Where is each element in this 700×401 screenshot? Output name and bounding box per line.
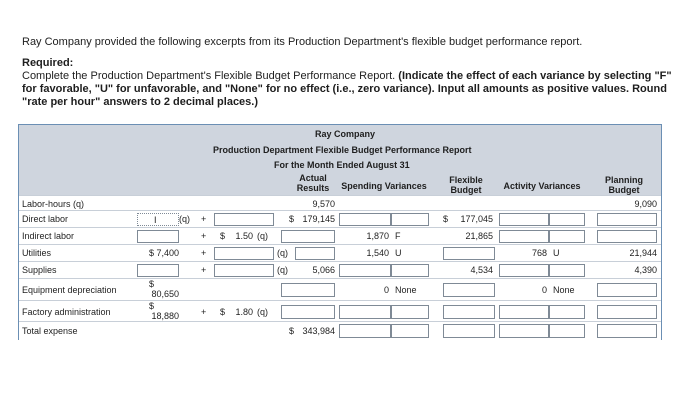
row-labor-hours bbox=[19, 195, 661, 211]
col-planning-budget: Planning Budget bbox=[605, 175, 643, 195]
direct-labor-planning-input[interactable] bbox=[597, 213, 657, 226]
row-label: Direct labor bbox=[22, 214, 69, 224]
actual-supplies: 5,066 bbox=[312, 265, 335, 275]
supplies-fixed-input[interactable] bbox=[137, 264, 179, 277]
utilities-rate-input[interactable] bbox=[214, 247, 274, 260]
indirect-labor-activity-select[interactable] bbox=[549, 230, 585, 243]
utilities-activity-effect[interactable]: U bbox=[553, 248, 560, 258]
row-supplies bbox=[19, 261, 661, 279]
col-activity-variances: Activity Variances bbox=[503, 181, 581, 191]
row-label: Indirect labor bbox=[22, 231, 75, 241]
utilities-fixed: $ 7,400 bbox=[148, 248, 179, 258]
col-actual-results: Actual Results bbox=[296, 173, 330, 193]
dollar-sign: $ bbox=[149, 301, 155, 311]
actual-direct-labor: 179,145 bbox=[302, 214, 335, 224]
report-header bbox=[19, 125, 661, 195]
dollar-sign: $ bbox=[149, 279, 155, 289]
col-flexible-budget: Flexible Budget bbox=[449, 175, 483, 195]
row-factory-administration bbox=[19, 300, 661, 322]
plus-sign: + bbox=[201, 248, 207, 258]
flexible-direct-labor: 177,045 bbox=[460, 214, 493, 224]
supplies-spending-select[interactable] bbox=[391, 264, 429, 277]
total-spending-select[interactable] bbox=[391, 324, 429, 338]
report-period: For the Month Ended August 31 bbox=[274, 160, 410, 170]
direct-labor-activity-select[interactable] bbox=[549, 213, 585, 226]
plus-sign: + bbox=[201, 214, 207, 224]
indirect-labor-actual-input[interactable] bbox=[281, 230, 335, 243]
dollar-sign: $ bbox=[220, 307, 226, 317]
planning-utilities: 21,944 bbox=[629, 248, 657, 258]
q-label: (q) bbox=[257, 307, 268, 317]
row-equipment-depreciation bbox=[19, 278, 661, 301]
dollar-sign: $ bbox=[289, 326, 295, 336]
row-direct-labor bbox=[19, 210, 661, 228]
row-label: Utilities bbox=[22, 248, 52, 258]
total-flexible-input[interactable] bbox=[443, 324, 495, 338]
factory-activity-select[interactable] bbox=[549, 305, 585, 319]
row-utilities bbox=[19, 244, 661, 262]
utilities-flexible-input[interactable] bbox=[443, 247, 495, 260]
supplies-rate-input[interactable] bbox=[214, 264, 274, 277]
supplies-spending-input[interactable] bbox=[339, 264, 391, 277]
flexible-indirect-labor: 21,865 bbox=[465, 231, 493, 241]
utilities-activity: 768 bbox=[531, 248, 547, 258]
row-label: Equipment depreciation bbox=[22, 285, 117, 295]
total-planning-input[interactable] bbox=[597, 324, 657, 338]
plus-sign: + bbox=[201, 231, 207, 241]
performance-report bbox=[18, 124, 662, 340]
row-label: Labor-hours (q) bbox=[22, 199, 85, 209]
indirect-labor-planning-input[interactable] bbox=[597, 230, 657, 243]
report-company: Ray Company bbox=[315, 129, 376, 139]
row-indirect-labor bbox=[19, 227, 661, 245]
total-spending-input[interactable] bbox=[339, 324, 391, 338]
row-total-expense bbox=[19, 321, 661, 340]
supplies-activity-input[interactable] bbox=[499, 264, 549, 277]
direct-labor-activity-input[interactable] bbox=[499, 213, 549, 226]
equipment-activity-effect[interactable]: None bbox=[553, 285, 575, 295]
row-label: Factory administration bbox=[22, 307, 111, 317]
equipment-spending-effect[interactable]: None bbox=[395, 285, 417, 295]
indirect-labor-activity-input[interactable] bbox=[499, 230, 549, 243]
row-label: Total expense bbox=[22, 326, 78, 336]
row-label: Supplies bbox=[22, 265, 57, 275]
factory-actual-input[interactable] bbox=[281, 305, 335, 319]
flexible-supplies: 4,534 bbox=[470, 265, 493, 275]
factory-rate: 1.80 bbox=[235, 307, 253, 317]
factory-planning-input[interactable] bbox=[597, 305, 657, 319]
report-title: Production Department Flexible Budget Performance Report bbox=[213, 145, 472, 155]
q-label: (q) bbox=[277, 248, 288, 258]
total-activity-input[interactable] bbox=[499, 324, 549, 338]
required-text-note: (Indicate the effect of each variance by selecting "F" for favorable, "U" for unfavorable, and "None" for no effect (i.e., zero variance). Input all amounts as positive values. Round "rate per hour" answers to 2 decimal places.) bbox=[22, 70, 672, 108]
actual-labor-hours: 9,570 bbox=[312, 199, 335, 209]
direct-labor-rate-input[interactable] bbox=[214, 213, 274, 226]
required-heading: Required: bbox=[22, 57, 74, 69]
q-label: (q) bbox=[179, 214, 190, 224]
direct-labor-spending-input[interactable] bbox=[339, 213, 391, 226]
utilities-spending: 1,540 bbox=[366, 248, 389, 258]
equipment-actual-input[interactable] bbox=[281, 283, 335, 297]
indirect-labor-fixed-input[interactable] bbox=[137, 230, 179, 243]
direct-labor-fixed-input[interactable]: I bbox=[137, 213, 179, 226]
utilities-spending-effect[interactable]: U bbox=[395, 248, 402, 258]
intro-text: Ray Company provided the following excerpts from its Production Department's flexible budget performance report. bbox=[22, 36, 583, 48]
planning-labor-hours: 9,090 bbox=[634, 199, 657, 209]
q-label: (q) bbox=[277, 265, 288, 275]
plus-sign: + bbox=[201, 265, 207, 275]
col-spending-variances: Spending Variances bbox=[341, 181, 427, 191]
factory-activity-input[interactable] bbox=[499, 305, 549, 319]
equipment-planning-input[interactable] bbox=[597, 283, 657, 297]
equipment-spending: 0 bbox=[383, 285, 389, 295]
required-instructions bbox=[22, 70, 684, 109]
indirect-labor-rate: 1.50 bbox=[235, 231, 253, 241]
factory-spending-input[interactable] bbox=[339, 305, 391, 319]
factory-spending-select[interactable] bbox=[391, 305, 429, 319]
equipment-fixed: 80,650 bbox=[151, 289, 179, 299]
indirect-labor-spending-effect[interactable]: F bbox=[395, 231, 401, 241]
actual-total-expense: 343,984 bbox=[302, 326, 335, 336]
utilities-actual-input[interactable] bbox=[295, 247, 335, 260]
factory-fixed: 18,880 bbox=[151, 311, 179, 321]
factory-flexible-input[interactable] bbox=[443, 305, 495, 319]
required-text-main: Complete the Production Department's Flexible Budget Performance Report. bbox=[22, 70, 399, 82]
dollar-sign: $ bbox=[289, 214, 295, 224]
equipment-flexible-input[interactable] bbox=[443, 283, 495, 297]
equipment-activity: 0 bbox=[541, 285, 547, 295]
dollar-sign: $ bbox=[443, 214, 449, 224]
q-label: (q) bbox=[257, 231, 268, 241]
plus-sign: + bbox=[201, 307, 207, 317]
planning-supplies: 4,390 bbox=[634, 265, 657, 275]
dollar-sign: $ bbox=[220, 231, 226, 241]
indirect-labor-spending: 1,870 bbox=[366, 231, 389, 241]
total-activity-select[interactable] bbox=[549, 324, 585, 338]
supplies-activity-select[interactable] bbox=[549, 264, 585, 277]
direct-labor-spending-select[interactable] bbox=[391, 213, 429, 226]
